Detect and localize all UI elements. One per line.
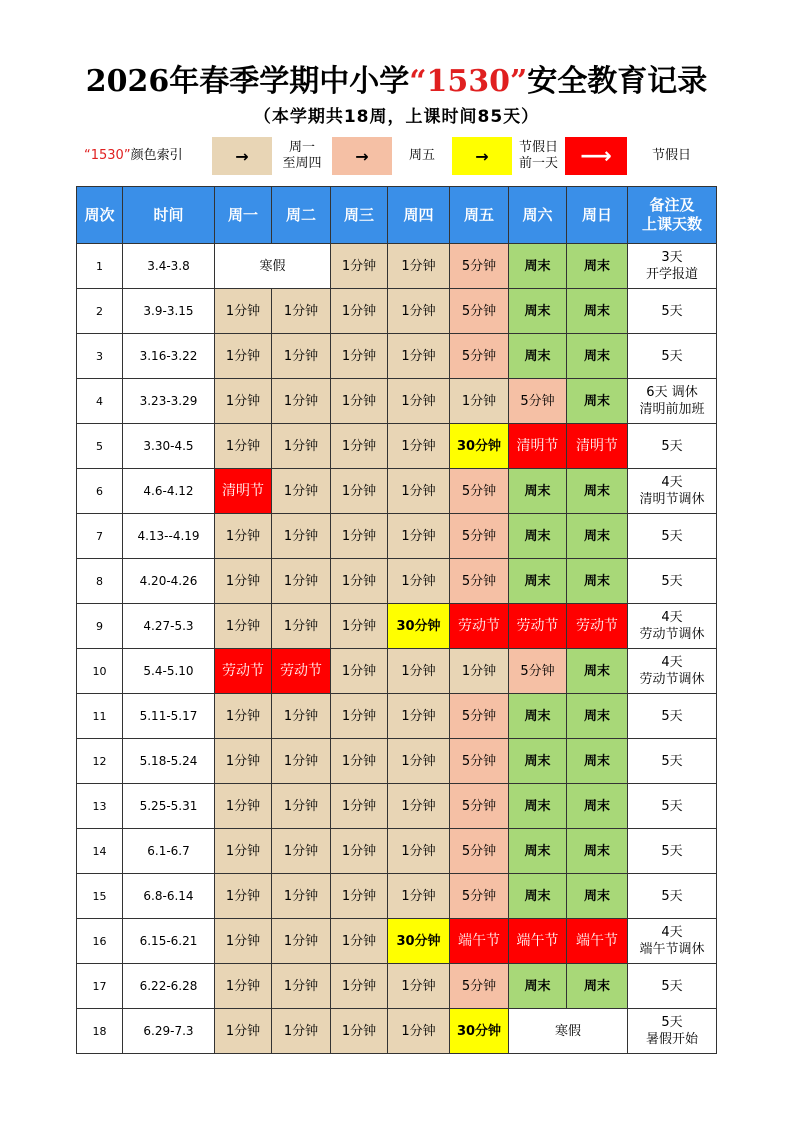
table-row bbox=[77, 424, 717, 469]
day-cell: 1分钟 bbox=[215, 739, 272, 784]
note-cell: 5天 bbox=[628, 964, 717, 1009]
legend-label: 节假日 前一天 bbox=[518, 140, 558, 171]
day-cell: 周末 bbox=[567, 559, 628, 604]
week-number: 3 bbox=[77, 334, 123, 379]
day-cell: 周末 bbox=[509, 964, 567, 1009]
week-period: 3.4-3.8 bbox=[123, 244, 215, 289]
day-cell: 寒假 bbox=[215, 244, 331, 289]
day-cell: 劳动节 bbox=[509, 604, 567, 649]
day-cell: 周末 bbox=[509, 874, 567, 919]
note-cell: 5天 bbox=[628, 289, 717, 334]
day-cell: 周末 bbox=[567, 289, 628, 334]
week-number: 8 bbox=[77, 559, 123, 604]
day-cell: 1分钟 bbox=[331, 289, 388, 334]
table-row bbox=[77, 649, 717, 694]
week-number: 9 bbox=[77, 604, 123, 649]
day-cell: 1分钟 bbox=[272, 559, 331, 604]
week-period: 6.22-6.28 bbox=[123, 964, 215, 1009]
day-cell: 1分钟 bbox=[215, 559, 272, 604]
day-cell: 1分钟 bbox=[331, 334, 388, 379]
table-row bbox=[77, 964, 717, 1009]
table-row bbox=[77, 559, 717, 604]
day-cell: 1分钟 bbox=[331, 964, 388, 1009]
week-period: 5.25-5.31 bbox=[123, 784, 215, 829]
day-cell: 1分钟 bbox=[215, 694, 272, 739]
week-period: 6.1-6.7 bbox=[123, 829, 215, 874]
day-cell: 1分钟 bbox=[215, 829, 272, 874]
day-cell: 周末 bbox=[567, 244, 628, 289]
table-row bbox=[77, 604, 717, 649]
day-cell: 1分钟 bbox=[450, 649, 509, 694]
day-cell: 1分钟 bbox=[388, 694, 450, 739]
day-cell: 1分钟 bbox=[272, 604, 331, 649]
day-cell: 1分钟 bbox=[331, 469, 388, 514]
week-number: 11 bbox=[77, 694, 123, 739]
note-cell: 5天 bbox=[628, 514, 717, 559]
week-period: 3.23-3.29 bbox=[123, 379, 215, 424]
day-cell: 1分钟 bbox=[272, 784, 331, 829]
day-cell: 端午节 bbox=[509, 919, 567, 964]
week-number: 14 bbox=[77, 829, 123, 874]
day-cell: 周末 bbox=[567, 334, 628, 379]
day-cell: 1分钟 bbox=[331, 919, 388, 964]
day-cell: 周末 bbox=[567, 964, 628, 1009]
week-period: 3.16-3.22 bbox=[123, 334, 215, 379]
day-cell: 5分钟 bbox=[450, 469, 509, 514]
page-title bbox=[0, 62, 793, 102]
day-cell: 1分钟 bbox=[215, 604, 272, 649]
day-cell: 清明节 bbox=[567, 424, 628, 469]
note-cell: 6天 调休 清明前加班 bbox=[628, 379, 717, 424]
day-cell: 30分钟 bbox=[388, 604, 450, 649]
arrow-right-icon: → bbox=[235, 146, 249, 166]
day-cell: 5分钟 bbox=[450, 289, 509, 334]
day-cell: 1分钟 bbox=[272, 1009, 331, 1054]
legend-label: 节假日 bbox=[651, 148, 691, 163]
note-cell: 5天 bbox=[628, 424, 717, 469]
week-number: 18 bbox=[77, 1009, 123, 1054]
day-cell: 周末 bbox=[509, 289, 567, 334]
table-row bbox=[77, 919, 717, 964]
day-cell: 周末 bbox=[567, 874, 628, 919]
day-cell: 寒假 bbox=[509, 1009, 628, 1054]
table-row bbox=[77, 784, 717, 829]
day-cell: 30分钟 bbox=[450, 1009, 509, 1054]
day-cell: 1分钟 bbox=[388, 829, 450, 874]
table-row bbox=[77, 694, 717, 739]
table-row bbox=[77, 334, 717, 379]
day-cell: 1分钟 bbox=[272, 289, 331, 334]
day-cell: 5分钟 bbox=[450, 739, 509, 784]
day-cell: 1分钟 bbox=[272, 739, 331, 784]
day-cell: 5分钟 bbox=[450, 874, 509, 919]
day-cell: 1分钟 bbox=[331, 739, 388, 784]
day-cell: 周末 bbox=[509, 334, 567, 379]
note-cell: 5天 bbox=[628, 334, 717, 379]
legend-swatch-yellow bbox=[452, 137, 512, 175]
table-row bbox=[77, 514, 717, 559]
day-cell: 30分钟 bbox=[450, 424, 509, 469]
day-cell: 1分钟 bbox=[388, 739, 450, 784]
week-number: 7 bbox=[77, 514, 123, 559]
day-cell: 5分钟 bbox=[509, 379, 567, 424]
column-header: 周五 bbox=[450, 187, 509, 244]
note-cell: 4天 劳动节调休 bbox=[628, 604, 717, 649]
note-cell: 5天 bbox=[628, 784, 717, 829]
day-cell: 1分钟 bbox=[388, 649, 450, 694]
day-cell: 周末 bbox=[567, 739, 628, 784]
day-cell: 1分钟 bbox=[388, 514, 450, 559]
note-cell: 4天 劳动节调休 bbox=[628, 649, 717, 694]
day-cell: 1分钟 bbox=[272, 919, 331, 964]
legend-label: “1530”颜色索引 bbox=[84, 148, 183, 163]
day-cell: 5分钟 bbox=[450, 559, 509, 604]
week-period: 5.11-5.17 bbox=[123, 694, 215, 739]
day-cell: 1分钟 bbox=[215, 784, 272, 829]
day-cell: 1分钟 bbox=[215, 919, 272, 964]
table-row bbox=[77, 244, 717, 289]
day-cell: 周末 bbox=[509, 244, 567, 289]
day-cell: 1分钟 bbox=[388, 334, 450, 379]
day-cell: 周末 bbox=[509, 469, 567, 514]
week-period: 5.18-5.24 bbox=[123, 739, 215, 784]
week-period: 5.4-5.10 bbox=[123, 649, 215, 694]
day-cell: 端午节 bbox=[450, 919, 509, 964]
day-cell: 1分钟 bbox=[331, 604, 388, 649]
note-cell: 5天 bbox=[628, 694, 717, 739]
day-cell: 1分钟 bbox=[388, 874, 450, 919]
day-cell: 1分钟 bbox=[272, 829, 331, 874]
day-cell: 1分钟 bbox=[272, 694, 331, 739]
day-cell: 5分钟 bbox=[450, 829, 509, 874]
week-number: 2 bbox=[77, 289, 123, 334]
legend-swatch-pink bbox=[332, 137, 392, 175]
day-cell: 1分钟 bbox=[331, 1009, 388, 1054]
title-prefix: 2026年春季学期中小学 bbox=[85, 64, 410, 99]
page-subtitle: （本学期共18周，上课时间85天） bbox=[253, 107, 540, 127]
legend-label: 周五 bbox=[408, 148, 435, 163]
day-cell: 1分钟 bbox=[388, 964, 450, 1009]
column-header: 备注及 上课天数 bbox=[628, 187, 717, 244]
day-cell: 周末 bbox=[567, 379, 628, 424]
table-row bbox=[77, 739, 717, 784]
week-number: 4 bbox=[77, 379, 123, 424]
day-cell: 周末 bbox=[509, 514, 567, 559]
week-number: 13 bbox=[77, 784, 123, 829]
day-cell: 1分钟 bbox=[331, 829, 388, 874]
day-cell: 1分钟 bbox=[388, 784, 450, 829]
title-suffix: 安全教育记录 bbox=[527, 64, 708, 99]
day-cell: 清明节 bbox=[215, 469, 272, 514]
week-period: 6.8-6.14 bbox=[123, 874, 215, 919]
week-period: 3.9-3.15 bbox=[123, 289, 215, 334]
day-cell: 周末 bbox=[567, 514, 628, 559]
day-cell: 1分钟 bbox=[215, 874, 272, 919]
day-cell: 1分钟 bbox=[331, 874, 388, 919]
day-cell: 周末 bbox=[509, 559, 567, 604]
day-cell: 5分钟 bbox=[450, 784, 509, 829]
legend-swatch-red bbox=[565, 137, 627, 175]
note-cell: 5天 bbox=[628, 874, 717, 919]
day-cell: 1分钟 bbox=[388, 469, 450, 514]
day-cell: 1分钟 bbox=[388, 289, 450, 334]
day-cell: 5分钟 bbox=[450, 334, 509, 379]
table-row bbox=[77, 1009, 717, 1054]
day-cell: 1分钟 bbox=[272, 469, 331, 514]
day-cell: 劳动节 bbox=[272, 649, 331, 694]
day-cell: 5分钟 bbox=[450, 244, 509, 289]
week-number: 10 bbox=[77, 649, 123, 694]
day-cell: 1分钟 bbox=[331, 649, 388, 694]
day-cell: 周末 bbox=[567, 784, 628, 829]
table-row bbox=[77, 379, 717, 424]
day-cell: 1分钟 bbox=[450, 379, 509, 424]
day-cell: 周末 bbox=[567, 469, 628, 514]
day-cell: 1分钟 bbox=[272, 379, 331, 424]
day-cell: 1分钟 bbox=[331, 379, 388, 424]
day-cell: 周末 bbox=[509, 694, 567, 739]
day-cell: 周末 bbox=[509, 739, 567, 784]
day-cell: 1分钟 bbox=[215, 334, 272, 379]
day-cell: 1分钟 bbox=[388, 379, 450, 424]
day-cell: 周末 bbox=[567, 649, 628, 694]
schedule-table bbox=[76, 186, 717, 1054]
day-cell: 1分钟 bbox=[215, 379, 272, 424]
note-cell: 5天 bbox=[628, 829, 717, 874]
column-header: 时间 bbox=[123, 187, 215, 244]
arrow-right-icon: → bbox=[355, 146, 369, 166]
week-period: 4.6-4.12 bbox=[123, 469, 215, 514]
day-cell: 5分钟 bbox=[450, 964, 509, 1009]
day-cell: 1分钟 bbox=[272, 424, 331, 469]
table-header-row bbox=[77, 187, 717, 244]
week-number: 12 bbox=[77, 739, 123, 784]
day-cell: 1分钟 bbox=[331, 694, 388, 739]
table-row bbox=[77, 289, 717, 334]
week-period: 4.27-5.3 bbox=[123, 604, 215, 649]
legend-label: 周一 至周四 bbox=[282, 140, 322, 171]
week-period: 6.29-7.3 bbox=[123, 1009, 215, 1054]
color-legend bbox=[76, 136, 716, 176]
day-cell: 1分钟 bbox=[331, 559, 388, 604]
column-header: 周三 bbox=[331, 187, 388, 244]
day-cell: 1分钟 bbox=[215, 964, 272, 1009]
week-number: 1 bbox=[77, 244, 123, 289]
day-cell: 1分钟 bbox=[388, 244, 450, 289]
table-row bbox=[77, 469, 717, 514]
column-header: 周六 bbox=[509, 187, 567, 244]
legend-swatch-tan bbox=[212, 137, 272, 175]
week-period: 3.30-4.5 bbox=[123, 424, 215, 469]
day-cell: 1分钟 bbox=[388, 1009, 450, 1054]
day-cell: 5分钟 bbox=[450, 514, 509, 559]
title-1530: “1530” bbox=[409, 64, 528, 99]
table-row bbox=[77, 829, 717, 874]
arrow-right-icon: ⟶ bbox=[580, 143, 612, 169]
week-number: 15 bbox=[77, 874, 123, 919]
day-cell: 周末 bbox=[509, 784, 567, 829]
column-header: 周一 bbox=[215, 187, 272, 244]
week-number: 5 bbox=[77, 424, 123, 469]
note-cell: 4天 清明节调休 bbox=[628, 469, 717, 514]
arrow-right-icon: → bbox=[475, 146, 489, 166]
day-cell: 1分钟 bbox=[331, 424, 388, 469]
day-cell: 1分钟 bbox=[215, 424, 272, 469]
note-cell: 4天 端午节调休 bbox=[628, 919, 717, 964]
day-cell: 1分钟 bbox=[388, 424, 450, 469]
column-header: 周二 bbox=[272, 187, 331, 244]
day-cell: 1分钟 bbox=[215, 1009, 272, 1054]
day-cell: 1分钟 bbox=[272, 874, 331, 919]
column-header: 周四 bbox=[388, 187, 450, 244]
column-header: 周日 bbox=[567, 187, 628, 244]
week-period: 4.13--4.19 bbox=[123, 514, 215, 559]
note-cell: 3天 开学报道 bbox=[628, 244, 717, 289]
day-cell: 1分钟 bbox=[331, 784, 388, 829]
day-cell: 5分钟 bbox=[450, 694, 509, 739]
note-cell: 5天 bbox=[628, 559, 717, 604]
day-cell: 1分钟 bbox=[215, 514, 272, 559]
day-cell: 1分钟 bbox=[272, 514, 331, 559]
day-cell: 劳动节 bbox=[215, 649, 272, 694]
week-number: 17 bbox=[77, 964, 123, 1009]
day-cell: 1分钟 bbox=[272, 964, 331, 1009]
week-period: 4.20-4.26 bbox=[123, 559, 215, 604]
note-cell: 5天 bbox=[628, 739, 717, 784]
day-cell: 劳动节 bbox=[567, 604, 628, 649]
day-cell: 清明节 bbox=[509, 424, 567, 469]
day-cell: 周末 bbox=[509, 829, 567, 874]
day-cell: 1分钟 bbox=[331, 244, 388, 289]
column-header: 周次 bbox=[77, 187, 123, 244]
day-cell: 劳动节 bbox=[450, 604, 509, 649]
day-cell: 周末 bbox=[567, 694, 628, 739]
day-cell: 5分钟 bbox=[509, 649, 567, 694]
day-cell: 30分钟 bbox=[388, 919, 450, 964]
day-cell: 1分钟 bbox=[215, 289, 272, 334]
day-cell: 1分钟 bbox=[388, 559, 450, 604]
day-cell: 1分钟 bbox=[272, 334, 331, 379]
day-cell: 周末 bbox=[567, 829, 628, 874]
week-number: 16 bbox=[77, 919, 123, 964]
table-row bbox=[77, 874, 717, 919]
day-cell: 1分钟 bbox=[331, 514, 388, 559]
week-number: 6 bbox=[77, 469, 123, 514]
day-cell: 端午节 bbox=[567, 919, 628, 964]
week-period: 6.15-6.21 bbox=[123, 919, 215, 964]
note-cell: 5天 暑假开始 bbox=[628, 1009, 717, 1054]
